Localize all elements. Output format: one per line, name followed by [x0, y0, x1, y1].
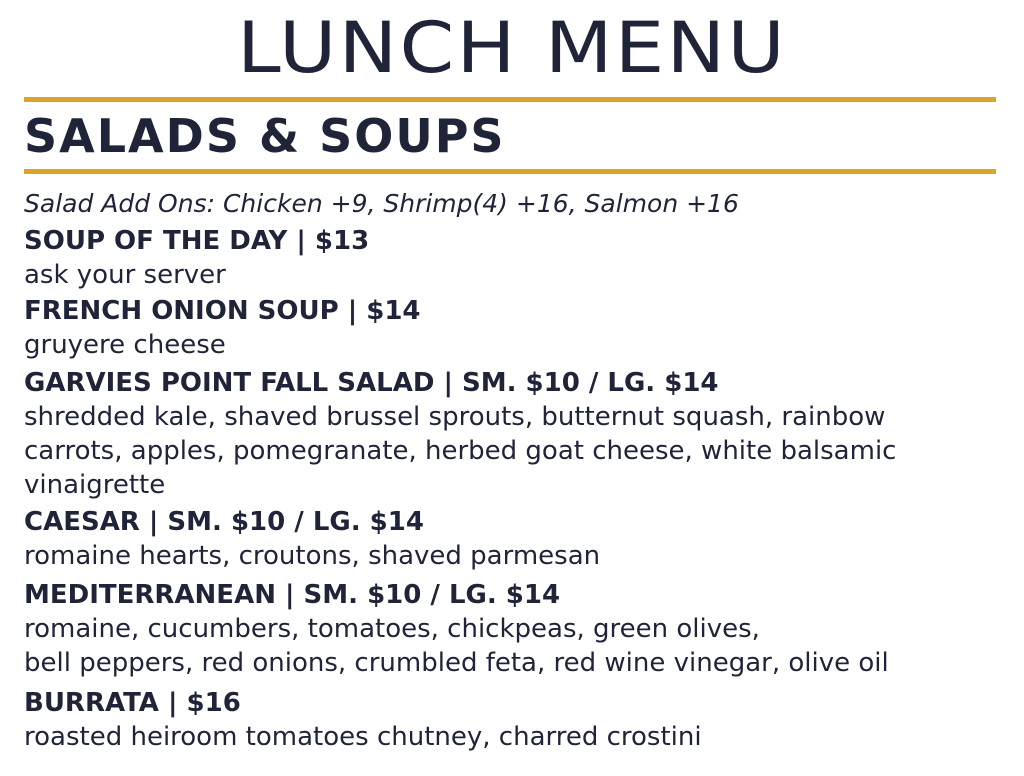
bottom-divider	[24, 169, 996, 174]
item-garvies-point-fall-salad-desc-line-2: carrots, apples, pomegranate, herbed goat cheese, white balsamic	[24, 436, 897, 466]
item-garvies-point-fall-salad-name: GARVIES POINT FALL SALAD | SM. $10 / LG. $14	[24, 368, 719, 398]
menu-title: LUNCH MENU	[236, 7, 788, 89]
item-soup-of-the-day-desc: ask your server	[24, 260, 226, 290]
item-french-onion-soup-name: FRENCH ONION SOUP | $14	[24, 296, 421, 326]
item-french-onion-soup-desc: gruyere cheese	[24, 330, 226, 360]
item-mediterranean-desc-line-2: bell peppers, red onions, crumbled feta, red wine vinegar, olive oil	[24, 648, 889, 678]
item-mediterranean-name: MEDITERRANEAN | SM. $10 / LG. $14	[24, 580, 561, 610]
item-burrata-name: BURRATA | $16	[24, 688, 241, 718]
item-garvies-point-fall-salad-desc-line-1: shredded kale, shaved brussel sprouts, butternut squash, rainbow	[24, 402, 886, 432]
item-garvies-point-fall-salad-desc-line-3: vinaigrette	[24, 470, 166, 500]
top-divider	[24, 97, 996, 102]
item-caesar-name: CAESAR | SM. $10 / LG. $14	[24, 507, 424, 537]
item-burrata-desc: roasted heiroom tomatoes chutney, charred crostini	[24, 722, 702, 752]
item-mediterranean-desc-line-1: romaine, cucumbers, tomatoes, chickpeas, green olives,	[24, 614, 760, 644]
salad-addons-note: Salad Add Ons: Chicken +9, Shrimp(4) +16, Salmon +16	[24, 189, 739, 218]
item-caesar-desc: romaine hearts, croutons, shaved parmesan	[24, 541, 601, 571]
section-title: SALADS & SOUPS	[24, 109, 506, 163]
item-soup-of-the-day-name: SOUP OF THE DAY | $13	[24, 226, 370, 256]
